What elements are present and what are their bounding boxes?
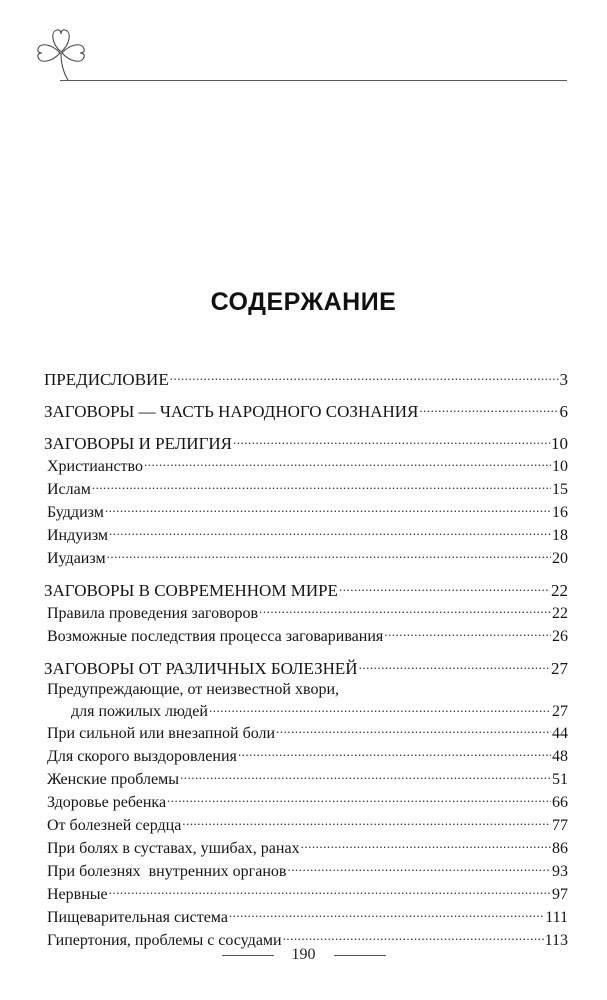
toc-entry-recovery[interactable] — [44, 745, 568, 768]
toc-entry-label: При болях в суставах, ушибах, ранах — [47, 840, 300, 857]
toc-entry-page: 27 — [551, 659, 568, 678]
toc-entry-label: При сильной или внезапной боли — [47, 725, 276, 742]
toc-entry-heart[interactable] — [44, 814, 568, 837]
toc-entry-diseases[interactable] — [44, 657, 568, 680]
page-footer — [0, 946, 607, 964]
toc-entry-page: 27 — [552, 703, 568, 720]
toc-entry-label: Индуизм — [47, 527, 109, 544]
toc-entry-label: Пищеварительная система — [47, 909, 228, 926]
toc-entry-digestive[interactable] — [44, 906, 568, 929]
dot-leader — [259, 602, 551, 618]
toc-entry-label: для пожилых людей — [71, 703, 208, 720]
toc-entry-label: Нервные — [47, 886, 108, 903]
toc-entry-judaism[interactable] — [44, 547, 568, 570]
toc-entry-label: От болезней сердца — [47, 817, 182, 834]
toc-entry-page: 22 — [551, 581, 568, 600]
toc-entry-page: 18 — [552, 527, 568, 544]
table-of-contents — [44, 368, 568, 952]
toc-entry-label: ЗАГОВОРЫ В СОВРЕМЕННОМ МИРЕ — [44, 581, 338, 600]
toc-entry-hinduism[interactable] — [44, 524, 568, 547]
toc-entry-label: Для скорого выздоровления — [47, 748, 237, 765]
dot-leader — [238, 745, 551, 761]
toc-entry-page: 6 — [559, 402, 568, 421]
dot-leader — [167, 791, 551, 807]
header-rule — [60, 80, 567, 81]
clover-icon — [30, 22, 92, 84]
dot-leader — [339, 579, 550, 596]
toc-entry-page: 44 — [552, 725, 568, 742]
toc-entry-page: 51 — [552, 771, 568, 788]
toc-entry-label: ПРЕДИСЛОВИЕ — [44, 370, 169, 389]
toc-entry-preventive[interactable] — [44, 700, 568, 722]
toc-entry-women[interactable] — [44, 768, 568, 791]
toc-entry-label: Христианство — [47, 458, 143, 475]
dot-leader — [170, 368, 559, 385]
footer-rule-left — [222, 955, 274, 956]
toc-entry-label: Возможные последствия процесса заговаривания — [47, 628, 384, 645]
dot-leader — [233, 432, 550, 449]
toc-entry-label: Буддизм — [47, 504, 104, 521]
dot-leader — [229, 906, 544, 922]
toc-entry-label: При болезнях внутренних органов — [47, 863, 287, 880]
toc-entry-consequences[interactable] — [44, 625, 568, 648]
toc-entry-modern[interactable] — [44, 579, 568, 602]
dot-leader — [276, 722, 551, 738]
page-number: 190 — [291, 946, 316, 963]
toc-entry-page: 111 — [545, 909, 568, 926]
toc-entry-page: 10 — [551, 434, 568, 453]
toc-entry-label: Ислам — [47, 481, 91, 498]
toc-entry-pain[interactable] — [44, 722, 568, 745]
toc-entry-preventive-line1[interactable] — [44, 680, 568, 700]
toc-entry-page: 20 — [552, 550, 568, 567]
toc-entry-page: 86 — [552, 840, 568, 857]
toc-entry-label: Иудаизм — [47, 550, 106, 567]
toc-entry-label: Здоровье ребенка — [47, 794, 167, 811]
toc-entry-child[interactable] — [44, 791, 568, 814]
dot-leader — [287, 860, 551, 876]
toc-entry-page: 48 — [552, 748, 568, 765]
toc-entry-religion[interactable] — [44, 432, 568, 455]
toc-entry-page: 10 — [552, 458, 568, 475]
dot-leader — [109, 883, 551, 899]
toc-entry-page: 93 — [552, 863, 568, 880]
toc-entry-nervous[interactable] — [44, 883, 568, 906]
toc-entry-label: Гипертония, проблемы с сосудами — [47, 932, 282, 949]
toc-entry-christianity[interactable] — [44, 455, 568, 478]
dot-leader — [359, 657, 550, 674]
dot-leader — [105, 501, 551, 517]
footer-rule-right — [334, 955, 386, 956]
toc-entry-page: 26 — [552, 628, 568, 645]
toc-entry-page: 77 — [552, 817, 568, 834]
toc-entry-page: 97 — [552, 886, 568, 903]
toc-entry-islam[interactable] — [44, 478, 568, 501]
dot-leader — [182, 814, 551, 830]
dot-leader — [144, 455, 551, 471]
dot-leader — [301, 837, 551, 853]
toc-entry-folk[interactable] — [44, 400, 568, 423]
toc-entry-joints[interactable] — [44, 837, 568, 860]
toc-entry-rules[interactable] — [44, 602, 568, 625]
dot-leader — [384, 625, 551, 641]
toc-entry-buddhism[interactable] — [44, 501, 568, 524]
toc-entry-preface[interactable] — [44, 368, 568, 391]
dot-leader — [419, 400, 558, 417]
dot-leader — [109, 524, 551, 540]
dot-leader — [209, 700, 551, 716]
toc-entry-page: 113 — [544, 932, 568, 949]
dot-leader — [283, 929, 544, 945]
toc-entry-label: ЗАГОВОРЫ — ЧАСТЬ НАРОДНОГО СОЗНАНИЯ — [44, 402, 419, 421]
toc-entry-label: Женские проблемы — [47, 771, 179, 788]
toc-entry-page: 3 — [559, 370, 568, 389]
page-title: СОДЕРЖАНИЕ — [210, 288, 397, 316]
toc-entry-label: Правила проведения заговоров — [47, 605, 259, 622]
toc-entry-label: ЗАГОВОРЫ И РЕЛИГИЯ — [44, 434, 233, 453]
toc-entry-label: Предупреждающие, от неизвестной хвори, — [47, 681, 339, 698]
dot-leader — [107, 547, 551, 563]
toc-entry-page: 15 — [552, 481, 568, 498]
toc-entry-page: 22 — [552, 605, 568, 622]
toc-entry-organs[interactable] — [44, 860, 568, 883]
toc-entry-label: ЗАГОВОРЫ ОТ РАЗЛИЧНЫХ БОЛЕЗНЕЙ — [44, 659, 358, 678]
dot-leader — [92, 478, 551, 494]
toc-entry-page: 66 — [552, 794, 568, 811]
toc-entry-page: 16 — [552, 504, 568, 521]
dot-leader — [180, 768, 551, 784]
